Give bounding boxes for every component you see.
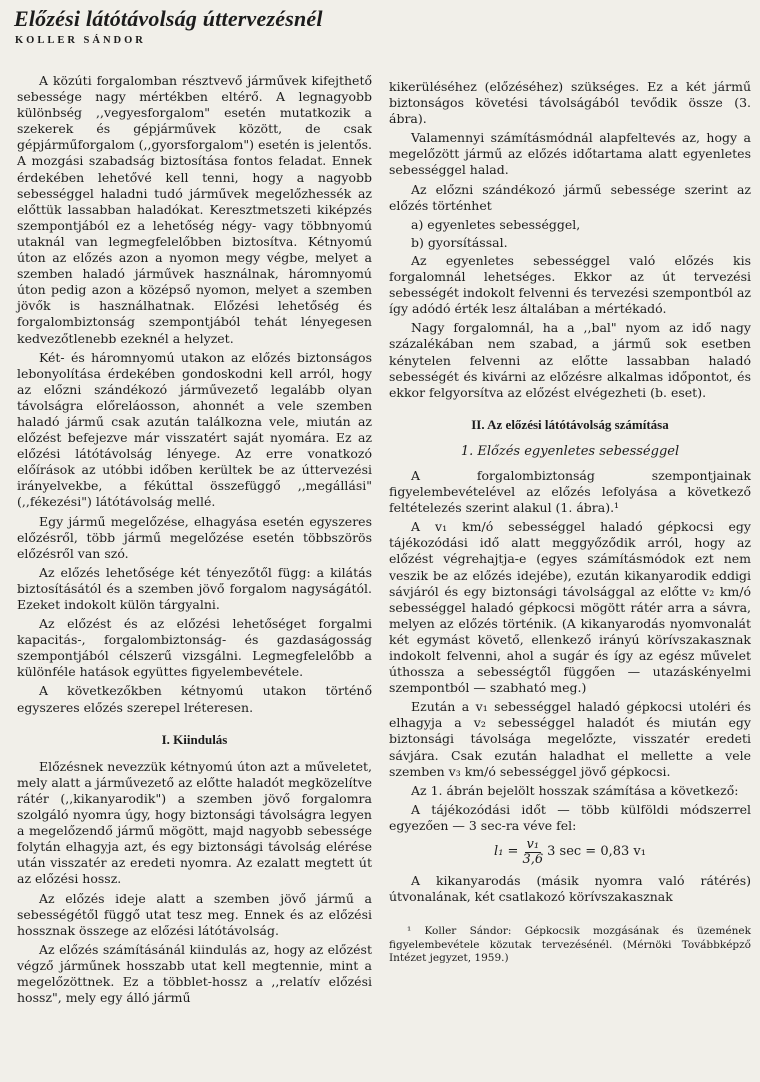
right-column	[389, 79, 751, 966]
paragraph: Két- és háromnyomú utakon az előzés biztonságos lebonyolítása érdekében gondoskodni kell arról, hogy az előzni szándékozó járművezető legalább olyan távolságra előreláosson, ahonnét a vele szemben haladó jármű csak azután találkozna vele, miután az előzést befejezve már visszatért saját nyomára. Ez az előzési látótávolság lényege. Az erre vonatkozó előírások az utóbbi időben kerültek be az úttervezési irányelvekbe, a fékúttal összefüggő ,,megállási" (,,fékezési") látótávolság mellé.	[17, 349, 372, 510]
formula-rhs: 3 sec = 0,83 v₁	[547, 844, 646, 860]
section-heading: II. Az előzési látótávolság számítása	[471, 416, 669, 432]
paragraph: Az előzést és az előzési lehetőséget forgalmi kapacitás-, forgalombiztonság- és gazdaságosság szempontjából célszerű vizsgálni. Legmegfelelőbb a különféle hatások együttes figyelembevétele.	[17, 616, 372, 680]
paragraph: A következőkben kétnyomú utakon történő egyszeres előzés szerepel lréteresen.	[17, 683, 372, 715]
paragraph: Az előzés ideje alatt a szemben jövő jármű a sebességétől függő utat tesz meg. Ennek és az előzési hossznak összege az előzési látótávolság.	[17, 890, 372, 938]
paragraph: A kikanyarodás (másik nyomra való rátérés) útvonalának, két csatlakozó körívszakasznak	[389, 873, 751, 905]
article-author: KOLLER SÁNDOR	[15, 35, 146, 46]
paragraph: Az előzés lehetősége két tényezőtől függ: a kilátás biztosításától és a szemben jövő forgalom nagyságától. Ezeket indokolt külön tárgyalni.	[17, 564, 372, 612]
list-item: b) gyorsítással.	[411, 234, 508, 250]
paragraph: Az előzés számításánál kiindulás az, hogy az előzést végző járműnek hosszabb utat kell megtennie, mint a megelőzöttnek. Ez a többlet-hossz a ,,relatív előzési hossz", mely egy álló jármű	[17, 941, 372, 1006]
formula-denominator: 3,6	[522, 852, 544, 868]
left-column	[17, 73, 372, 1009]
paragraph: Ezután a v₁ sebességgel haladó gépkocsi utoléri és elhagyja a v₂ sebességgel haladót és miután egy biztonsági távolsága megelőzte, visszatér eredeti sávjára. Csak ezután haladhat el mellette a vele szemben v₃ km/ó sebességgel jövő gépkocsi.	[389, 699, 751, 779]
paragraph: Előzésnek nevezzük kétnyomú úton azt a műveletet, mely alatt a járművezető az előtte haladót megközelítve rátér (,,kikanyarodik") a szemben jövő forgalomra szolgáló nyomra úgy, hogy biztonsági távolságra legyen a megelőzendő jármű mögött, majd nagyobb sebessége folytán elhagyja azt, és egy biztonsági távolság elérése után visszatér az eredeti nyomra. Az ezalatt megtett út az előzési hossz.	[17, 758, 372, 887]
paragraph: Valamennyi számításmódnál alapfeltevés az, hogy a megelőzött jármű az előzés időtartama alatt egyenletes sebességgel halad.	[389, 130, 751, 178]
paragraph: A tájékozódási időt — több külföldi módszerrel egyezően — 3 sec-ra véve fel:	[389, 801, 751, 833]
paragraph: Az előzni szándékozó jármű sebessége szerint az előzés történhet	[389, 181, 751, 213]
subsection-heading: 1. Előzés egyenletes sebességgel	[460, 443, 680, 459]
formula-numerator: v₁	[526, 837, 540, 853]
formula-fraction	[522, 838, 543, 867]
paragraph: A közúti forgalomban résztvevő járművek kifejthető sebessége nagy mértékben eltérő. A legnagyobb különbség ,,vegyesforgalom" esetén mutatkozik a szekerek és gépjárművek között, de csak gépjárműforgalom (,,gyorsforgalom") esetén is jelentős. A mozgási szabadság biztosítása fontos feladat. Ennek érdekében lehetővé kell tenni, hogy a nagyobb sebességgel haladni tudó járművek megelőzhessék az előttük lassabban haladókat. Keresztmetszeti kiképzés szempontjából ez a lehetőség négy- vagy többnyomú utaknál van legmegfelelőbben biztosítva. Kétnyomú úton az előzés azon a nyomon megy végbe, melyet a szemben haladó járművek használnak, háromnyomú úton pedig azon a középső nyomon, melyet a szemben jövők is használhatnak. Előzési lehetőség és forgalombiztonság szempontjából tehát lényegesen kedvezőtlenebb ezeknél a helyzet.	[17, 73, 372, 346]
paragraph: Az 1. ábrán bejelölt hosszak számítása a következő:	[411, 782, 739, 798]
paragraph: Egy jármű megelőzése, elhagyása esetén egyszeres előzésről, több jármű megelőzése esetén többszörös előzésről van szó.	[17, 513, 372, 561]
paragraph: A v₁ km/ó sebességgel haladó gépkocsi egy tájékozódási idő alatt meggyőződik arról, hogy az előzést végrehajtja-e (egyes számításmódok ezt nem veszik be az előzés idejébe), ezután kikanyarodik eddigi sávjáról és egy biztonsági távolsággal az előtte v₂ km/ó sebességgel haladó gépkocsi mögött rátér arra a sávra, melyen az előzés történik. (A kikanyarodás nyomvonalát két egymást követő, ellenkező irányú körívszakasznak indokolt felvenni, ahol a sugár és így az egész művelet úthossza a sebességtől függően — utazáskényelmi szempontból — szabható meg.)	[389, 519, 751, 696]
formula-lhs: l₁ =	[494, 844, 519, 860]
paragraph: Nagy forgalomnál, ha a ,,bal" nyom az idő nagy százalékában nem szabad, a jármű sok esetben kénytelen felvenni az előtte lassabban haladó sebességét és kivárni az előzésre alkalmas időpontot, és ekkor felgyorsítva az előzést elvégezheti (b. eset).	[389, 320, 751, 400]
list-item: a) egyenletes sebességgel,	[411, 216, 581, 232]
paragraph: kikerüléséhez (előzéséhez) szükséges. Ez a két jármű biztonságos követési távolságából tevődik össze (3. ábra).	[389, 79, 751, 127]
article-title: Előzési látótávolság úttervezésnél	[14, 6, 323, 31]
footnote: ¹ Koller Sándor: Gépkocsik mozgásának és üzemének figyelembevétele közutak tervezésénél. (Mérnöki Továbbképző Intézet jegyzet, 1959.)	[389, 925, 751, 965]
formula	[389, 838, 751, 867]
section-heading: I. Kiindulás	[161, 731, 228, 747]
paragraph: A forgalombiztonság szempontjainak figyelembevételével az előzés lefolyása a következő feltételezés szerint alakul (1. ábra).¹	[389, 467, 751, 516]
paragraph: Az egyenletes sebességgel való előzés kis forgalomnál lehetséges. Ekkor az út tervezési sebességét indokolt felvenni és tervezési szempontból az így adódó érték lesz általában a mértékadó.	[389, 252, 751, 317]
